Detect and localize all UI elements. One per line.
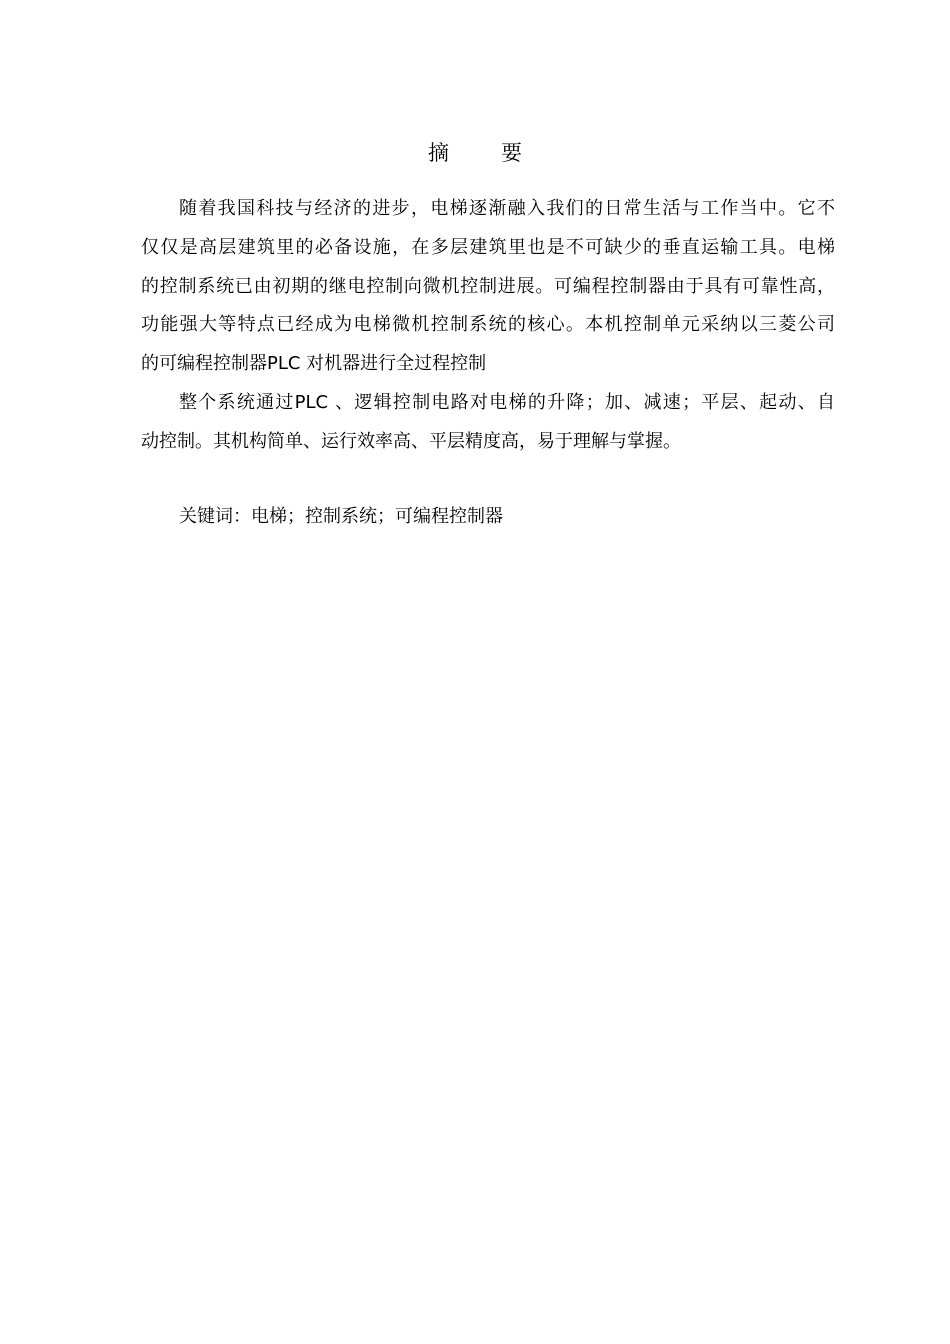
paragraph-line: 动控制。其机构简单、运行效率高、平层精度高，易于理解与掌握。 <box>141 430 681 452</box>
paragraph-line: 仅仅是高层建筑里的必备设施，在多层建筑里也是不可缺少的垂直运输工具。电梯 <box>141 236 835 258</box>
abstract-paragraph-1 <box>141 190 835 384</box>
paragraph-line: 的可编程控制器PLC 对机器进行全过程控制 <box>141 353 487 375</box>
abstract-title-char-1: 摘 <box>428 141 449 165</box>
keywords-line: 关键词：电梯；控制系统；可编程控制器 <box>179 506 503 527</box>
paragraph-line: 整个系统通过PLC 、逻辑控制电路对电梯的升降；加、减速；平层、起动、自 <box>179 391 835 413</box>
paragraph-line: 功能强大等特点已经成为电梯微机控制系统的核心。本机控制单元采纳以三菱公司 <box>141 314 835 336</box>
abstract-body <box>141 190 835 462</box>
paragraph-line: 的控制系统已由初期的继电控制向微机控制进展。可编程控制器由于具有可靠性高， <box>141 275 835 297</box>
abstract-paragraph-2 <box>141 384 835 462</box>
paragraph-line: 随着我国科技与经济的进步，电梯逐渐融入我们的日常生活与工作当中。它不 <box>179 198 835 219</box>
abstract-title-char-2: 要 <box>501 141 522 165</box>
abstract-title <box>0 136 950 170</box>
